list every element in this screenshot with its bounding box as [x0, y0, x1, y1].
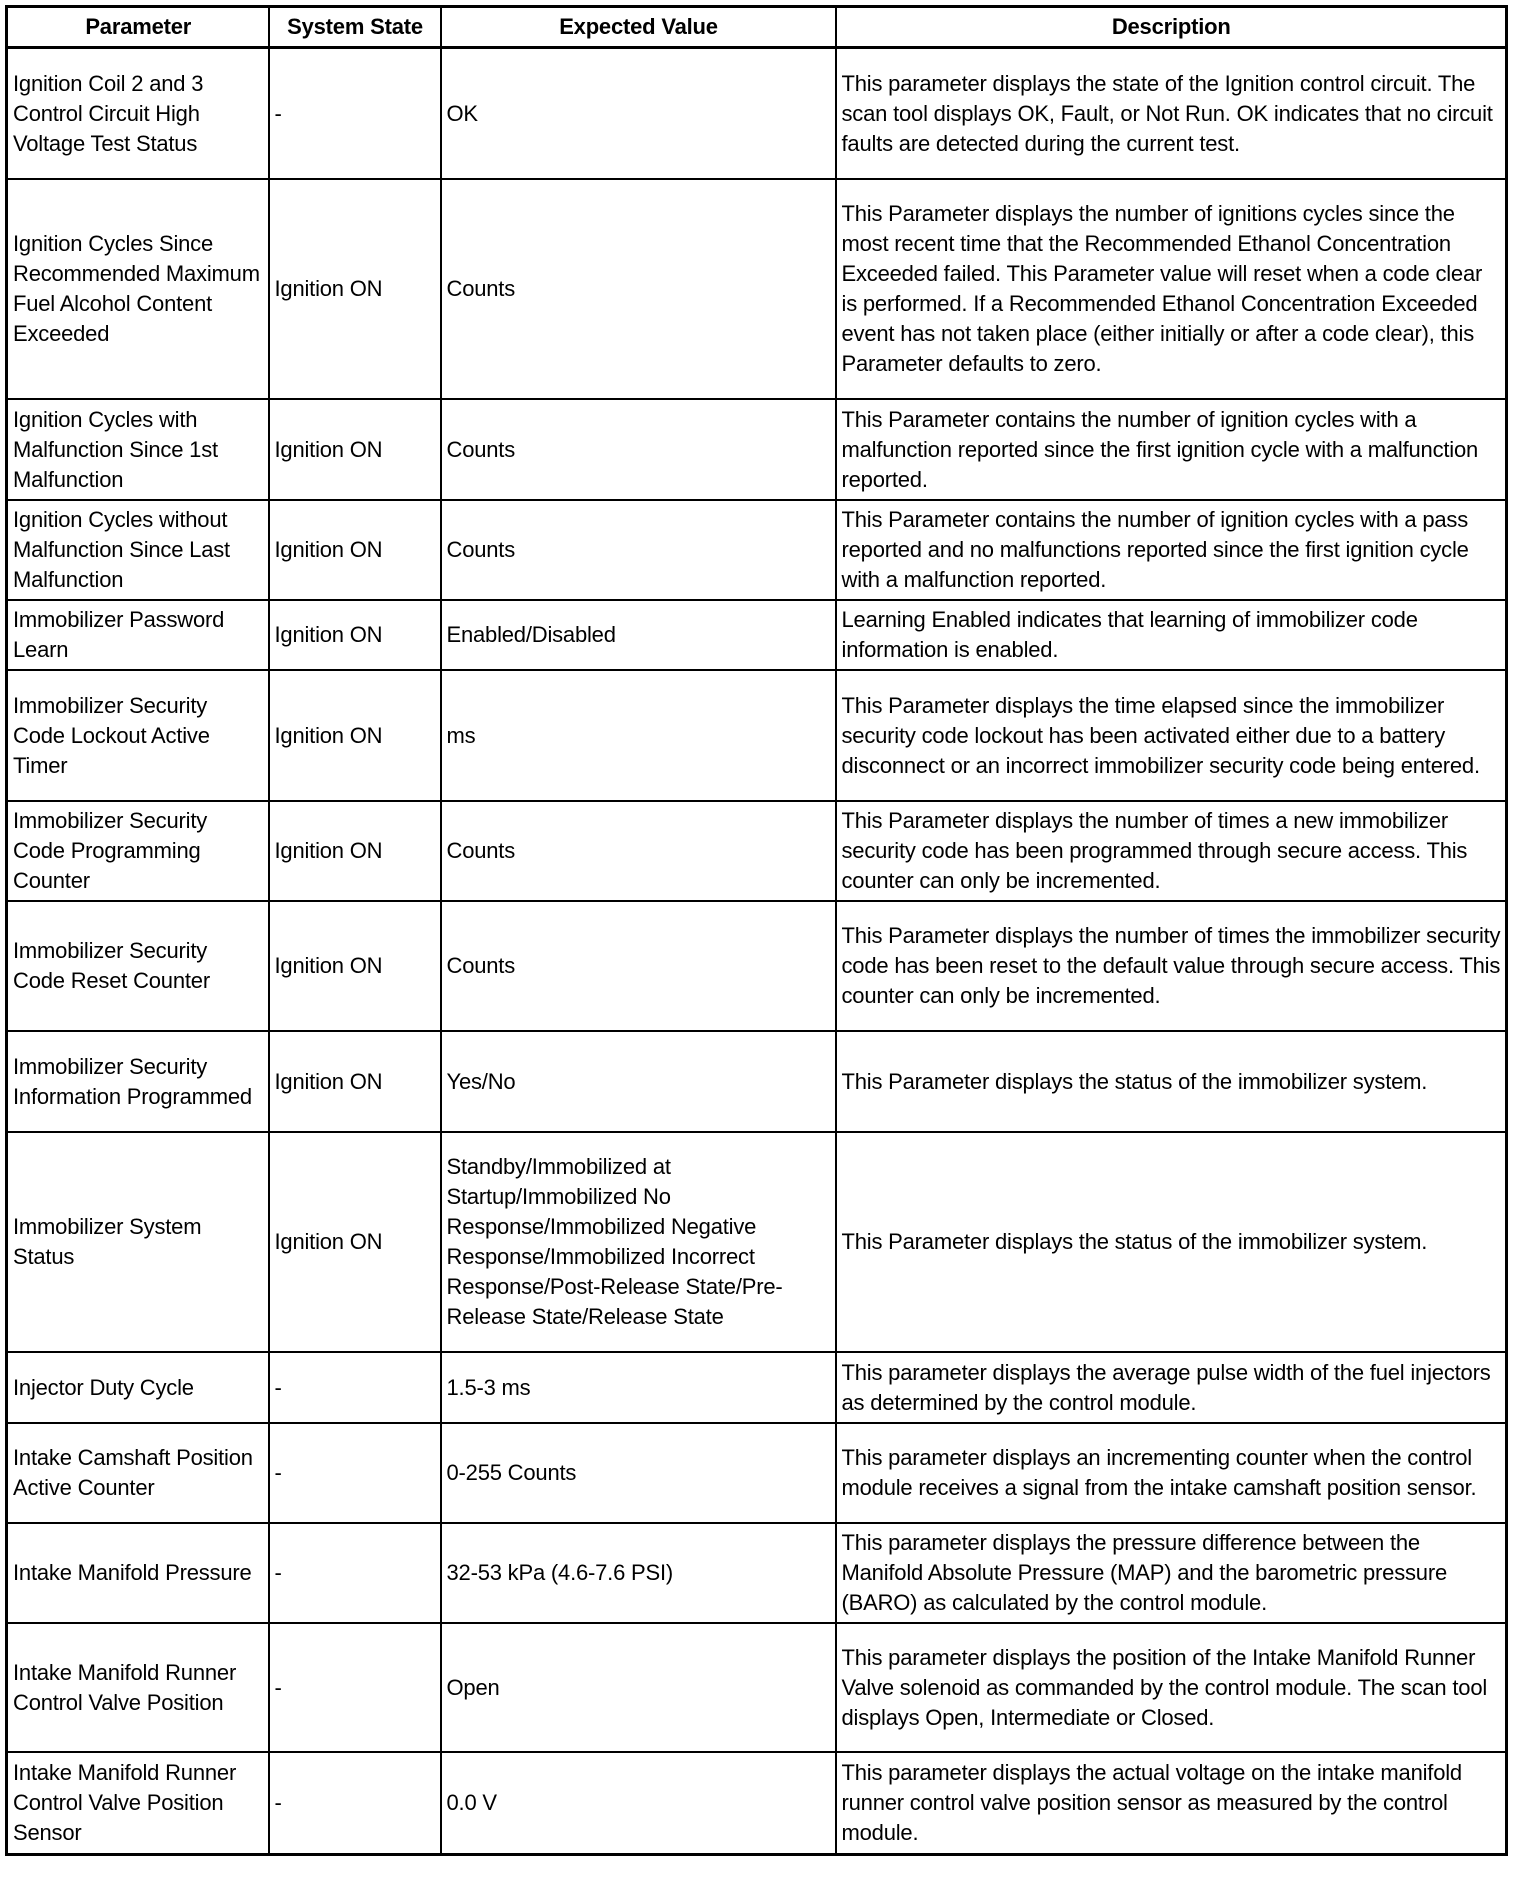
table-row: [7, 901, 1507, 1031]
cell-description: This Parameter displays the number of ignitions cycles since the most recent time that the Recommended Ethanol Concentration Exceeded failed. This Parameter value will reset when a code clear is performed. If a Recommended Ethanol Concentration Exceeded event has not taken place (either initially or after a code clear), this Parameter defaults to zero.: [836, 179, 1507, 399]
cell-system-state: -: [269, 48, 441, 180]
cell-parameter: Ignition Cycles Since Recommended Maximum Fuel Alcohol Content Exceeded: [7, 179, 269, 399]
cell-description: This Parameter displays the status of the immobilizer system.: [836, 1132, 1507, 1352]
cell-expected-value: Enabled/Disabled: [441, 600, 836, 670]
header-expected-value: Expected Value: [441, 7, 836, 48]
cell-parameter: Injector Duty Cycle: [7, 1352, 269, 1423]
cell-parameter: Ignition Cycles with Malfunction Since 1st Malfunction: [7, 399, 269, 500]
cell-description: This Parameter contains the number of ignition cycles with a malfunction reported since the first ignition cycle with a malfunction reported.: [836, 399, 1507, 500]
cell-parameter: Immobilizer System Status: [7, 1132, 269, 1352]
cell-description: Learning Enabled indicates that learning of immobilizer code information is enabled.: [836, 600, 1507, 670]
cell-system-state: Ignition ON: [269, 399, 441, 500]
table-row: [7, 670, 1507, 801]
cell-description: This Parameter displays the number of times the immobilizer security code has been reset to the default value through secure access. This counter can only be incremented.: [836, 901, 1507, 1031]
table-body: [7, 48, 1507, 1855]
cell-parameter: Intake Camshaft Position Active Counter: [7, 1423, 269, 1523]
cell-expected-value: 0.0 V: [441, 1752, 836, 1855]
cell-description: This Parameter displays the time elapsed since the immobilizer security code lockout has been activated either due to a battery disconnect or an incorrect immobilizer security code being entered.: [836, 670, 1507, 801]
cell-parameter: Intake Manifold Pressure: [7, 1523, 269, 1623]
cell-description: This parameter displays the position of the Intake Manifold Runner Valve solenoid as commanded by the control module. The scan tool displays Open, Intermediate or Closed.: [836, 1623, 1507, 1752]
table-row: [7, 1132, 1507, 1352]
cell-system-state: Ignition ON: [269, 670, 441, 801]
cell-expected-value: 32-53 kPa (4.6-7.6 PSI): [441, 1523, 836, 1623]
cell-system-state: -: [269, 1523, 441, 1623]
cell-description: This parameter displays the average pulse width of the fuel injectors as determined by the control module.: [836, 1352, 1507, 1423]
cell-description: This parameter displays the state of the Ignition control circuit. The scan tool displays OK, Fault, or Not Run. OK indicates that no circuit faults are detected during the current test.: [836, 48, 1507, 180]
cell-expected-value: 1.5-3 ms: [441, 1352, 836, 1423]
cell-expected-value: Counts: [441, 399, 836, 500]
table-row: [7, 399, 1507, 500]
cell-expected-value: Counts: [441, 179, 836, 399]
table-header-row: [7, 7, 1507, 48]
cell-parameter: Intake Manifold Runner Control Valve Position Sensor: [7, 1752, 269, 1855]
cell-description: This Parameter contains the number of ignition cycles with a pass reported and no malfunctions reported since the first ignition cycle with a malfunction reported.: [836, 500, 1507, 600]
cell-parameter: Ignition Coil 2 and 3 Control Circuit High Voltage Test Status: [7, 48, 269, 180]
cell-expected-value: Standby/Immobilized at Startup/Immobilized No Response/Immobilized Negative Response/Immobilized Incorrect Response/Post-Release State/Pre-Release State/Release State: [441, 1132, 836, 1352]
cell-system-state: Ignition ON: [269, 179, 441, 399]
cell-parameter: Ignition Cycles without Malfunction Since Last Malfunction: [7, 500, 269, 600]
cell-expected-value: ms: [441, 670, 836, 801]
cell-expected-value: Counts: [441, 500, 836, 600]
cell-expected-value: Open: [441, 1623, 836, 1752]
cell-system-state: Ignition ON: [269, 1031, 441, 1132]
cell-description: This parameter displays an incrementing counter when the control module receives a signal from the intake camshaft position sensor.: [836, 1423, 1507, 1523]
cell-description: This Parameter displays the number of times a new immobilizer security code has been programmed through secure access. This counter can only be incremented.: [836, 801, 1507, 901]
parameter-table: [5, 5, 1508, 1856]
header-system-state: System State: [269, 7, 441, 48]
cell-expected-value: Yes/No: [441, 1031, 836, 1132]
cell-parameter: Immobilizer Security Information Programmed: [7, 1031, 269, 1132]
cell-parameter: Immobilizer Security Code Reset Counter: [7, 901, 269, 1031]
cell-parameter: Immobilizer Security Code Lockout Active Timer: [7, 670, 269, 801]
cell-system-state: Ignition ON: [269, 901, 441, 1031]
cell-system-state: Ignition ON: [269, 1132, 441, 1352]
header-parameter: Parameter: [7, 7, 269, 48]
cell-parameter: Immobilizer Security Code Programming Counter: [7, 801, 269, 901]
table-row: [7, 1031, 1507, 1132]
cell-expected-value: 0-255 Counts: [441, 1423, 836, 1523]
table-row: [7, 1623, 1507, 1752]
table-row: [7, 1752, 1507, 1855]
cell-system-state: Ignition ON: [269, 500, 441, 600]
header-description: Description: [836, 7, 1507, 48]
cell-expected-value: OK: [441, 48, 836, 180]
cell-system-state: -: [269, 1352, 441, 1423]
table-row: [7, 500, 1507, 600]
cell-system-state: Ignition ON: [269, 801, 441, 901]
cell-system-state: Ignition ON: [269, 600, 441, 670]
table-row: [7, 801, 1507, 901]
cell-system-state: -: [269, 1752, 441, 1855]
table-row: [7, 1423, 1507, 1523]
cell-expected-value: Counts: [441, 801, 836, 901]
cell-expected-value: Counts: [441, 901, 836, 1031]
table-row: [7, 48, 1507, 180]
cell-system-state: -: [269, 1423, 441, 1523]
cell-system-state: -: [269, 1623, 441, 1752]
cell-parameter: Intake Manifold Runner Control Valve Position: [7, 1623, 269, 1752]
cell-description: This Parameter displays the status of the immobilizer system.: [836, 1031, 1507, 1132]
table-row: [7, 600, 1507, 670]
table-row: [7, 1352, 1507, 1423]
cell-parameter: Immobilizer Password Learn: [7, 600, 269, 670]
cell-description: This parameter displays the pressure difference between the Manifold Absolute Pressure (MAP) and the barometric pressure (BARO) as calculated by the control module.: [836, 1523, 1507, 1623]
table-row: [7, 179, 1507, 399]
cell-description: This parameter displays the actual voltage on the intake manifold runner control valve position sensor as measured by the control module.: [836, 1752, 1507, 1855]
table-row: [7, 1523, 1507, 1623]
